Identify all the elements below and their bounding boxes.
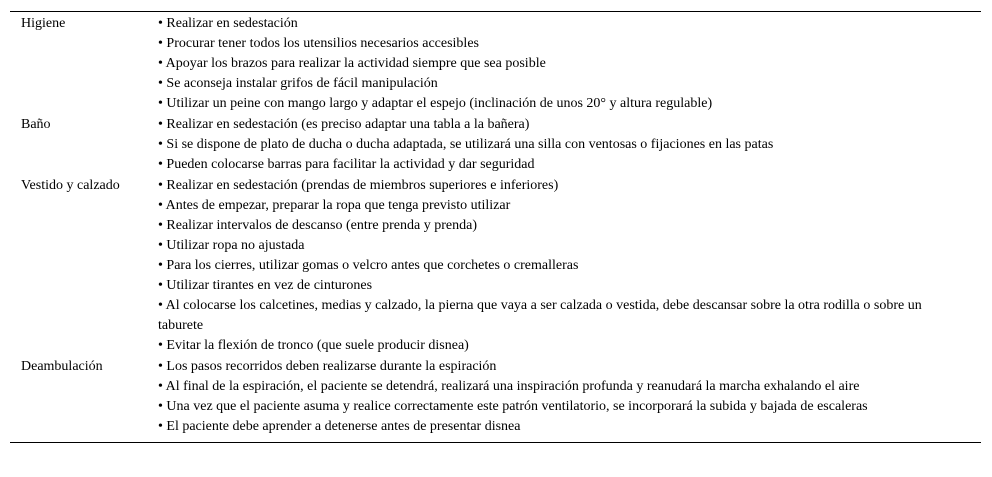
list-item: • Evitar la flexión de tronco (que suele producir disnea)	[158, 338, 469, 353]
list-item: • Antes de empezar, preparar la ropa que tenga previsto utilizar	[158, 198, 511, 213]
list-item: • Realizar en sedestación	[158, 16, 298, 31]
list-item: • Utilizar tirantes en vez de cinturones	[158, 278, 373, 293]
table-row-bano	[10, 114, 981, 175]
items-cell	[158, 114, 981, 175]
list-item: • Utilizar un peine con mango largo y adaptar el espejo (inclinación de unos 20° y altura regulable)	[158, 96, 713, 111]
table-row-vestido	[10, 175, 981, 356]
list-item: • Realizar en sedestación (prendas de miembros superiores e inferiores)	[158, 178, 559, 193]
recommendations-table	[10, 11, 981, 443]
items-cell	[158, 12, 981, 114]
items-cell	[158, 175, 981, 356]
category-cell: Vestido y calzado	[21, 178, 120, 193]
recommendations-table-grid	[10, 12, 981, 442]
list-item: • Procurar tener todos los utensilios necesarios accesibles	[158, 36, 479, 51]
list-item: • Utilizar ropa no ajustada	[158, 238, 305, 253]
category-cell: Baño	[21, 117, 51, 132]
list-item: • Apoyar los brazos para realizar la actividad siempre que sea posible	[158, 56, 546, 71]
list-item: • Se aconseja instalar grifos de fácil manipulación	[158, 76, 438, 91]
list-item: • Para los cierres, utilizar gomas o velcro antes que corchetes o cremalleras	[158, 258, 579, 273]
list-item: • Al final de la espiración, el paciente se detendrá, realizará una inspiración profunda y reanudará la marcha exhalando el aire	[158, 379, 860, 394]
list-item: • Los pasos recorridos deben realizarse durante la espiración	[158, 359, 497, 374]
list-item: • Al colocarse los calcetines, medias y calzado, la pierna que vaya a ser calzada o vestida, debe descansar sobre la otra rodilla o sobre un taburete	[158, 298, 922, 333]
category-cell: Higiene	[21, 16, 66, 31]
category-cell: Deambulación	[21, 359, 103, 374]
list-item: • Realizar intervalos de descanso (entre prenda y prenda)	[158, 218, 477, 233]
list-item: • Pueden colocarse barras para facilitar la actividad y dar seguridad	[158, 157, 535, 172]
list-item: • Realizar en sedestación (es preciso adaptar una tabla a la bañera)	[158, 117, 530, 132]
list-item: • El paciente debe aprender a detenerse antes de presentar disnea	[158, 419, 521, 434]
list-item: • Una vez que el paciente asuma y realice correctamente este patrón ventilatorio, se incorporará la subida y bajada de escaleras	[158, 399, 868, 414]
table-row-deambulacion	[10, 356, 981, 442]
items-cell	[158, 356, 981, 442]
table-row-higiene	[10, 12, 981, 114]
list-item: • Si se dispone de plato de ducha o ducha adaptada, se utilizará una silla con ventosas o fijaciones en las patas	[158, 137, 774, 152]
